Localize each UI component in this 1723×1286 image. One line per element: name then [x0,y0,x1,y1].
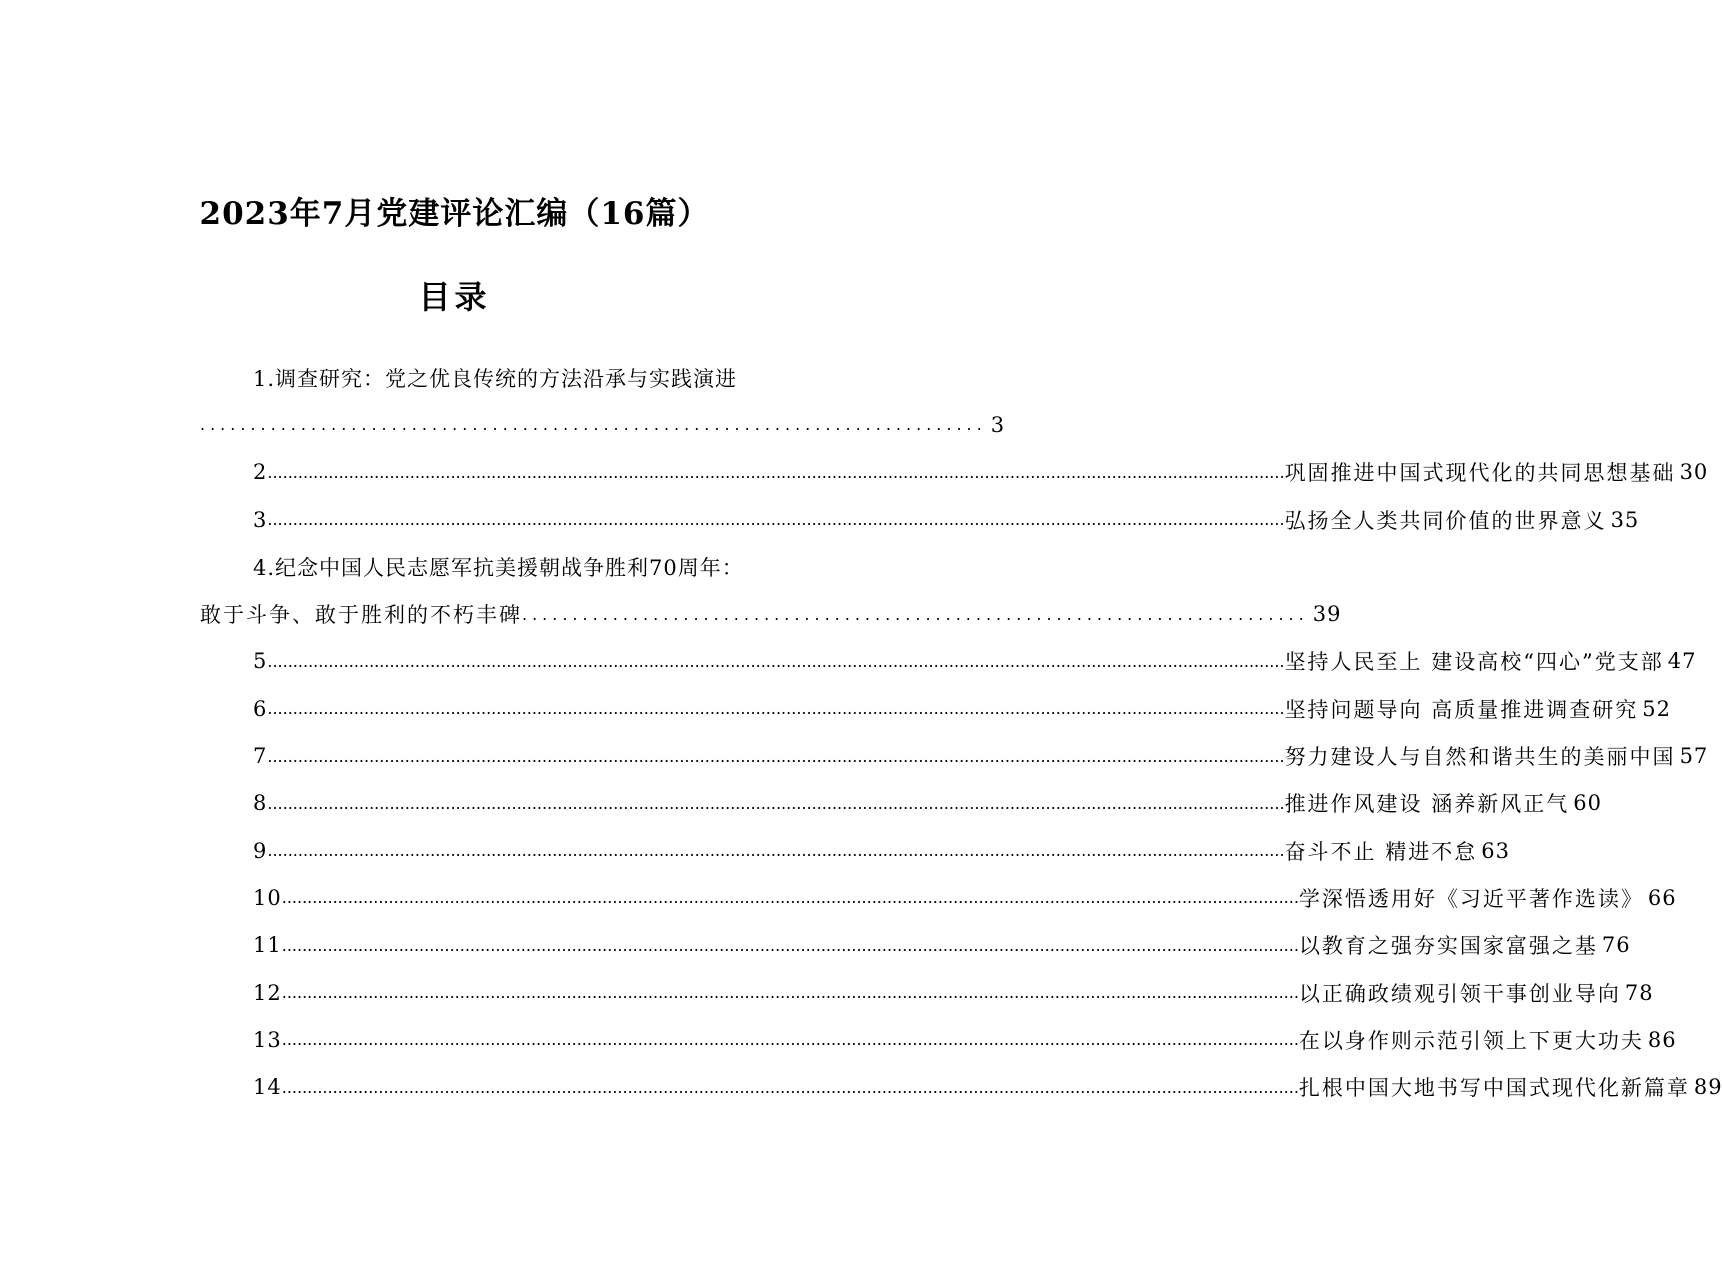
toc-page-number: 76 [1601,933,1631,958]
toc-entry-number: 13 [253,1027,282,1052]
toc-entry-number: 8 [253,791,268,816]
toc-leader-dots: ........................................................................................................................................................................................................ [267,746,1285,766]
toc-leader-dots: ........................................................................................................................................................................................................ [281,1077,1299,1097]
toc-entry[interactable] [200,638,1697,685]
toc-entry[interactable] [200,496,1640,543]
toc-entry-number: 2 [253,460,268,485]
toc-page-number: 60 [1573,791,1602,816]
toc-entry-title: 推进作风建设 涵养新风正气 [1284,792,1570,817]
toc-page-number: 57 [1679,744,1709,769]
toc-entry-number: 10 [253,885,282,910]
toc-leader-dots: ........................................................................................................................................................................................................ [267,462,1285,482]
toc-leader-dots: ........................................................................................................................................................................................................ [267,699,1285,719]
toc-entry-title: 弘扬全人类共同价值的世界意义 [1284,508,1607,533]
toc-page-number: 66 [1647,885,1677,910]
toc-entry[interactable] [200,922,1631,969]
toc-entry-number: 14 [253,1075,282,1100]
table-of-contents [200,354,1723,1111]
toc-entry[interactable] [200,1063,1723,1110]
toc-entry-number: 6 [253,696,268,721]
toc-entry-number: 5 [253,649,268,674]
toc-entry-title: 努力建设人与自然和谐共生的美丽中国 [1284,745,1676,770]
toc-entry[interactable] [200,685,1671,732]
toc-entry-title: 在以身作则示范引领上下更大功夫 [1298,1028,1644,1053]
toc-page-number: 89 [1693,1075,1723,1100]
toc-page-number: 78 [1624,980,1654,1005]
toc-entry-4-line2[interactable] [200,590,1342,637]
document-title: 2023年7月党建评论汇编（16篇） [199,196,710,232]
toc-entry-title: 坚持问题导向 高质量推进调查研究 [1284,697,1639,722]
toc-page-number: 39 [1312,602,1342,627]
toc-leader-dots: .............................................................................. [522,604,1309,624]
toc-entry[interactable] [200,1016,1677,1063]
toc-page-number: 3 [990,412,1006,437]
toc-entry-4-line1[interactable] [200,543,790,590]
toc-entry-number: 12 [253,980,282,1005]
toc-entry[interactable] [200,780,1602,827]
toc-entry-title-cont: 敢于斗争、敢于胜利的不朽丰碑 [200,603,522,628]
toc-entry-title: 坚持人民至上 建设高校“四心”党支部 [1284,650,1664,675]
toc-entry[interactable] [200,874,1677,921]
toc-entry-number: 7 [253,744,268,769]
toc-page-number: 86 [1647,1027,1677,1052]
toc-entry-title: 4.纪念中国人民志愿军抗美援朝战争胜利70周年： [253,555,744,580]
toc-page-number: 47 [1667,649,1697,674]
toc-entry-title: 以教育之强夯实国家富强之基 [1298,934,1598,959]
toc-entry-title: 奋斗不止 精进不怠 [1284,839,1478,864]
toc-entry[interactable] [200,827,1510,874]
toc-leader-dots: ........................................................................................................................................................................................................ [281,935,1299,955]
toc-leader-dots: ........................................................................................................................................................................................................ [267,510,1285,530]
toc-leader-dots: ........................................................................................................................................................................................................ [267,651,1285,671]
toc-entry-title: 1.调查研究：党之优良传统的方法沿承与实践演进 [253,366,738,391]
toc-entry[interactable] [200,969,1654,1016]
toc-page-number: 30 [1679,460,1709,485]
toc-entry-title: 巩固推进中国式现代化的共同思想基础 [1284,461,1676,486]
toc-entry-title: 学深悟透用好《习近平著作选读》 [1298,886,1644,911]
toc-entry[interactable] [200,449,1709,496]
toc-leader-dots: .............................................................................. [200,415,987,435]
toc-entry-number: 11 [253,933,282,958]
toc-entry-title: 扎根中国大地书写中国式现代化新篇章 [1298,1076,1690,1101]
toc-page-number: 63 [1481,838,1510,863]
toc-leader-dots: ........................................................................................................................................................................................................ [267,841,1285,861]
toc-leader-dots: ........................................................................................................................................................................................................ [281,1030,1299,1050]
toc-entry-title: 以正确政绩观引领干事创业导向 [1298,981,1621,1006]
toc-leader-dots: ........................................................................................................................................................................................................ [281,888,1299,908]
toc-entry-number: 3 [253,507,268,532]
toc-heading: 目录 [418,278,491,316]
toc-entry-1-line1[interactable] [200,354,790,401]
toc-entry-1-line2[interactable] [200,401,1006,448]
toc-leader-dots: ........................................................................................................................................................................................................ [281,983,1299,1002]
toc-page-number: 52 [1642,696,1671,721]
toc-leader-dots: ........................................................................................................................................................................................................ [267,793,1285,813]
toc-page-number: 35 [1610,507,1640,532]
toc-entry[interactable] [200,732,1709,779]
toc-entry-number: 9 [253,838,268,863]
